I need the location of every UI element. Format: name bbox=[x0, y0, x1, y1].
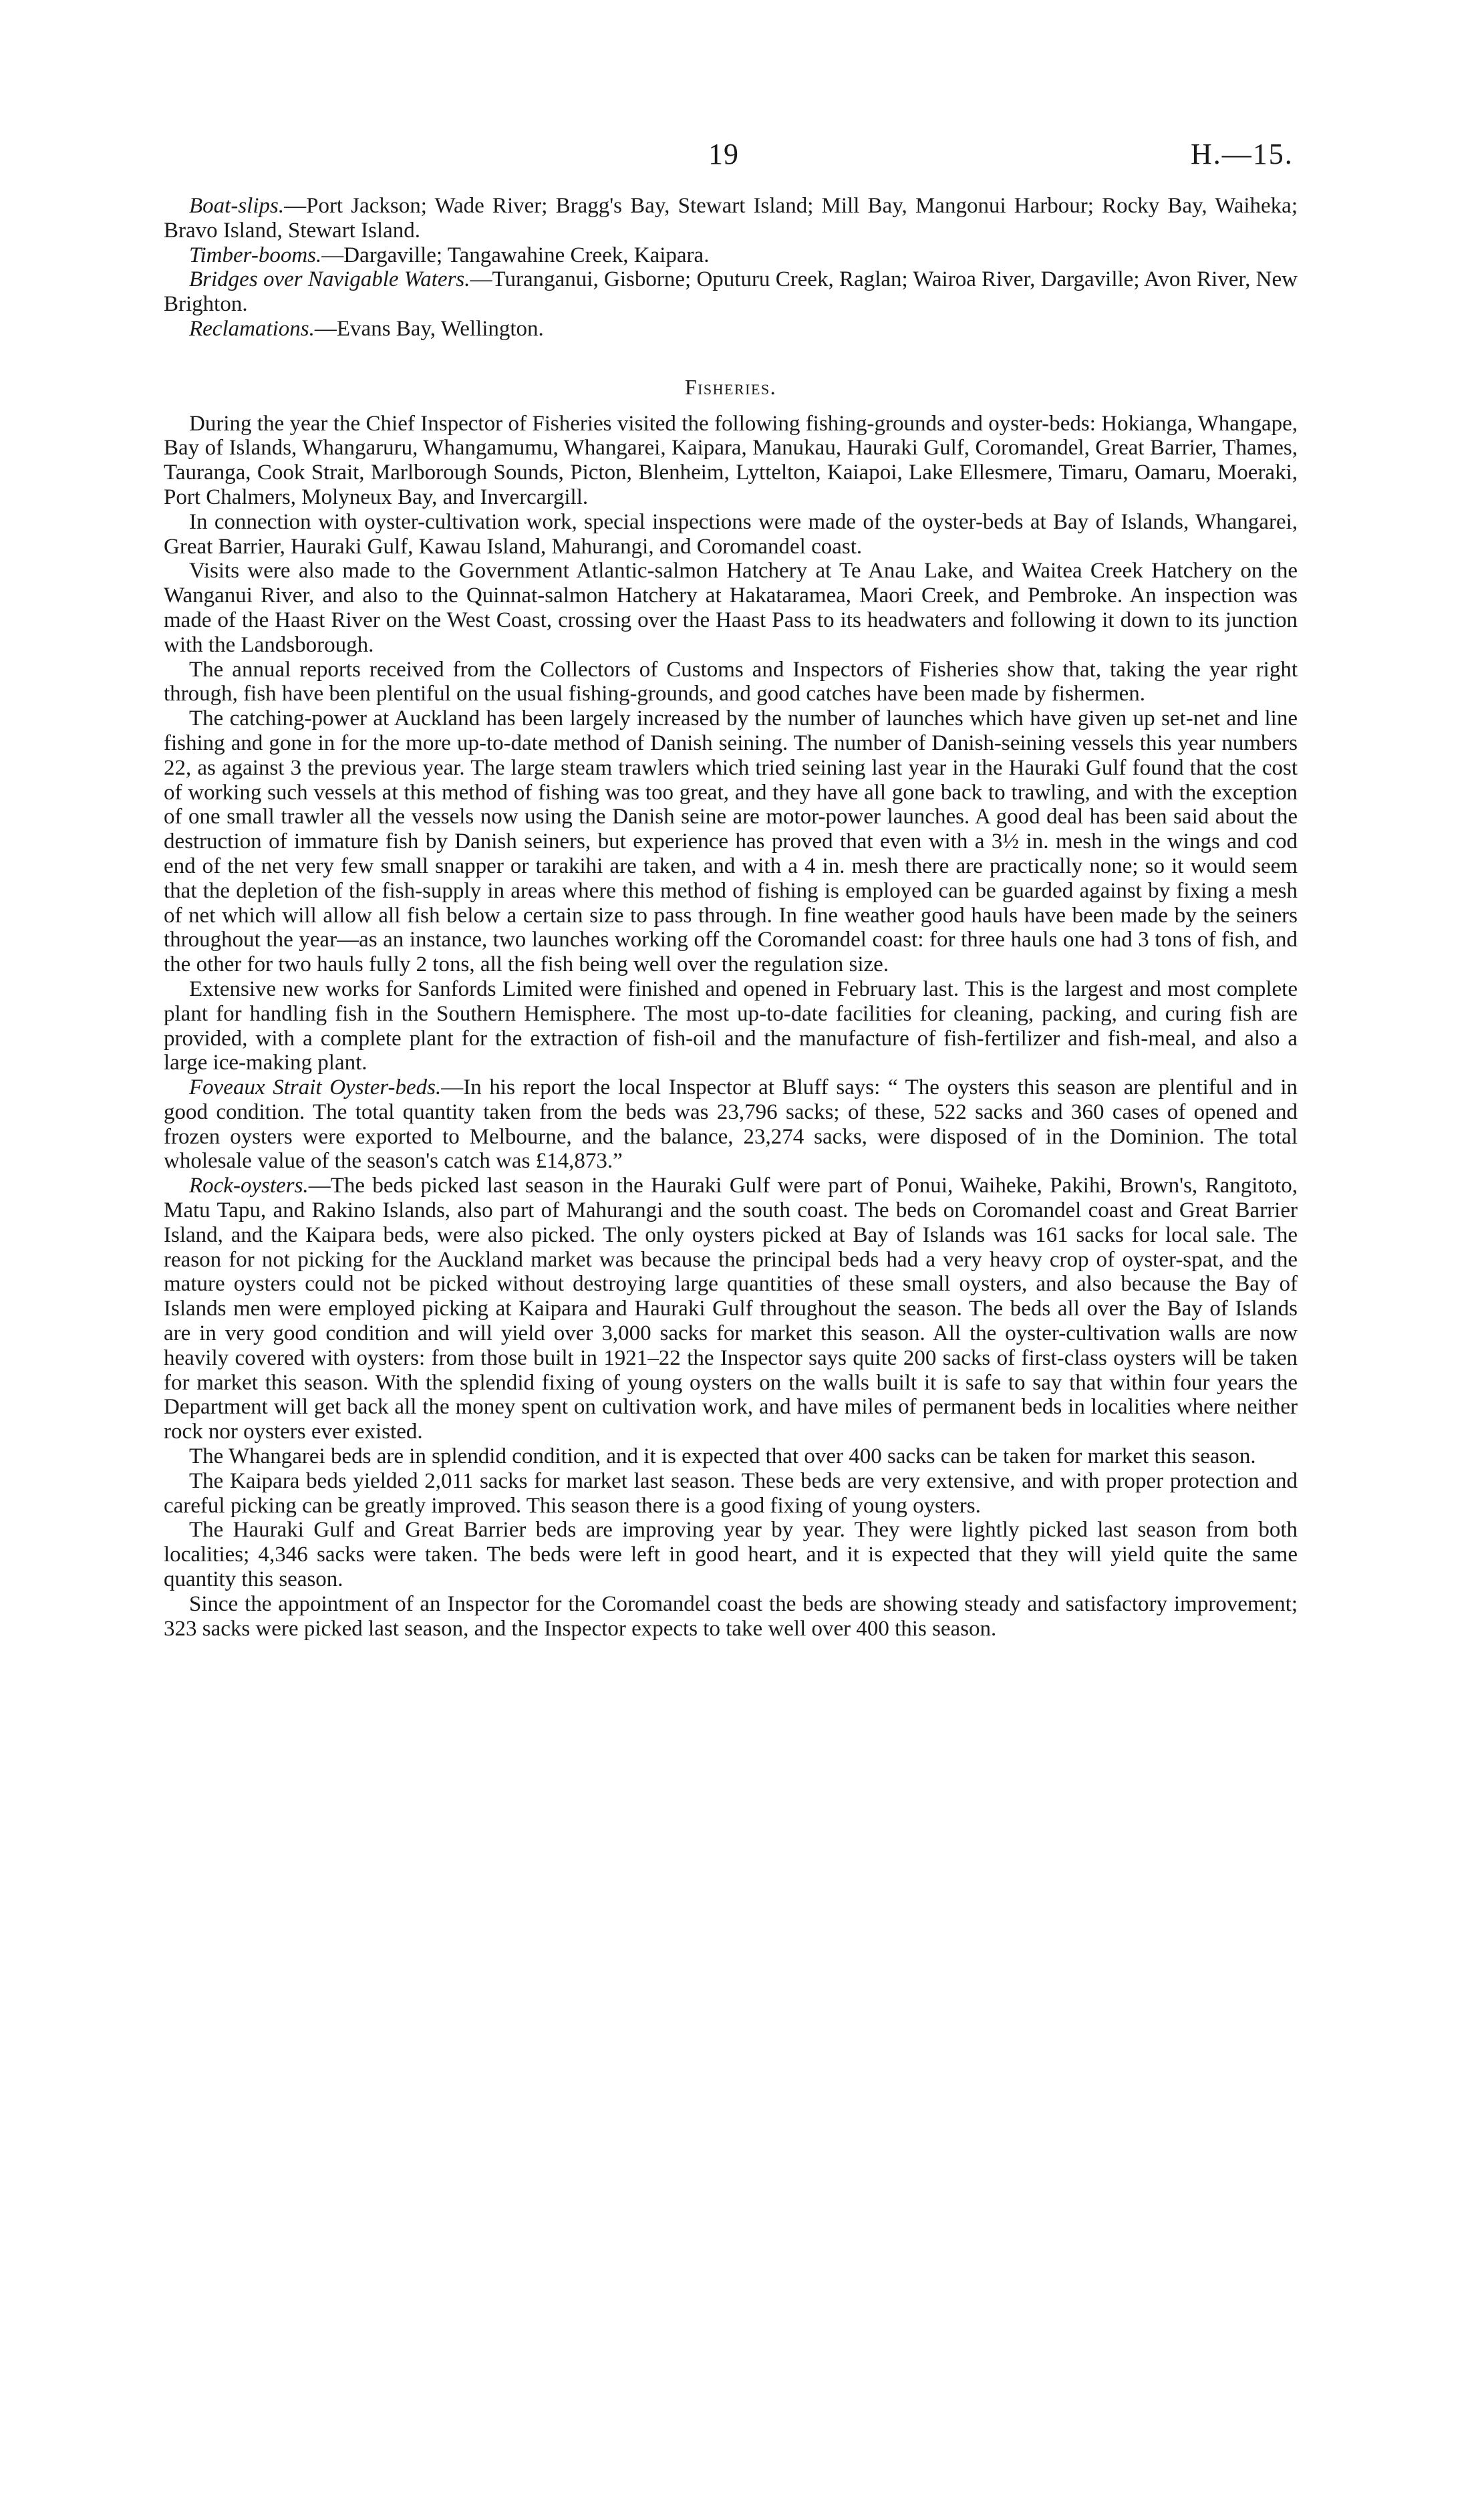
intro-item-bridges bbox=[164, 267, 1298, 317]
page-number: 19 bbox=[708, 138, 739, 170]
intro-item-text: Turanganui, Gisborne; Oputuru Creek, Raglan; Wairoa River, Dargaville; Avon River, New Brighton. bbox=[164, 267, 1298, 317]
hauraki-paragraph: The Hauraki Gulf and Great Barrier beds are improving year by year. They were lightly picked last season from both localities; 4,346 sacks were taken. The beds were left in good heart, and it is expected that they will yield quite the same quantity this season. bbox=[164, 1518, 1298, 1592]
intro-item-text: Evans Bay, Wellington. bbox=[336, 316, 544, 341]
intro-item-text: Port Jackson; Wade River; Bragg's Bay, Stewart Island; Mill Bay, Mangonui Harbour; Rocky Bay, Waiheka; Bravo Island, Stewart Island. bbox=[164, 194, 1298, 243]
fisheries-paragraph: Visits were also made to the Government Atlantic-salmon Hatchery at Te Anau Lake, and Waitea Creek Hatchery on the Wanganui River, and also to the Quinnat-salmon Hatchery at Hakataramea, Maori Creek, and Pembroke. An inspection was made of the Haast River on the West Coast, crossing over the Haast Pass to its headwaters and following it down to its junction with the Landsborough. bbox=[164, 559, 1298, 657]
intro-item-text: Dargaville; Tangawahine Creek, Kaipara. bbox=[343, 243, 710, 267]
fisheries-paragraph: In connection with oyster-cultivation work, special inspections were made of the oyster-beds at Bay of Islands, Whangarei, Great Barrier, Hauraki Gulf, Kawau Island, Mahurangi, and Coromandel coast. bbox=[164, 509, 1298, 559]
document-reference: H.—15. bbox=[1191, 138, 1294, 170]
run-in-dash: — bbox=[308, 1174, 331, 1198]
rock-oysters-text: The beds picked last season in the Hauraki Gulf were part of Ponui, Waiheke, Pakihi, Brown's, Rangitoto, Matu Tapu, and Rakino Islands, also part of Mahurangi and the south coast. The beds on Coromandel coast and Great Barrier Island, and the Kaipara beds, were also picked. The only oysters picked at Bay of Islands was 161 sacks for local sale. The reason for not picking for the Auckland market was because the principal beds had a very heavy crop of oyster-spat, and the mature oysters could not be picked without destroying large quantities of these small oysters, and also because the Bay of Islands men were employed picking at Kaipara and Hauraki Gulf throughout the season. The beds all over the Bay of Islands are in very good condition and will yield over 3,000 sacks for market this season. All the oyster-cultivation walls are now heavily covered with oysters: from those built in 1921–22 the Inspector says quite 200 sacks of first-class oysters will be taken for market this season. With the splendid fixing of young oysters on the walls built it is safe to say that within four years the Department will get back all the money spent on cultivation work, and have miles of permanent beds in localities where neither rock nor oysters ever existed. bbox=[164, 1174, 1298, 1444]
fisheries-paragraph: The catching-power at Auckland has been largely increased by the number of launches which have given up set-net and line fishing and gone in for the more up-to-date method of Danish seining. The number of Danish-seining vessels this year numbers 22, as against 3 the previous year. The large steam trawlers which tried seining last year in the Hauraki Gulf found that the cost of working such vessels at this method of fishing was too great, and they have all gone back to trawling, and with the exception of one small trawler all the vessels now using the Danish seine are motor-power launches. A good deal has been said about the destruction of immature fish by Danish seiners, but experience has proved that even with a 3½ in. mesh in the wings and cod end of the net very few small snapper or tarakihi are taken, and with a 4 in. mesh there are practically none; so it would seem that the depletion of the fish-supply in areas where this method of fishing is employed can be guarded against by fixing a mesh of net which will allow all fish below a certain size to pass through. In fine weather good hauls have been made by the seiners throughout the year—as an instance, two launches working off the Coromandel coast: for three hauls one had 3 tons of fish, and the other for two hauls fully 2 tons, all the fish being well over the regulation size. bbox=[164, 706, 1298, 977]
coromandel-paragraph: Since the appointment of an Inspector for the Coromandel coast the beds are showing steady and satisfactory improvement; 323 sacks were picked last season, and the Inspector expects to take well over 400 this season. bbox=[164, 1591, 1298, 1641]
run-in-label: Bridges over Navigable Waters. bbox=[189, 267, 470, 292]
intro-item-timber-booms bbox=[164, 243, 1298, 268]
run-in-label: Boat-slips. bbox=[189, 194, 285, 218]
fisheries-paragraph: The annual reports received from the Collectors of Customs and Inspectors of Fisheries show that, taking the year right through, fish have been plentiful on the usual fishing-grounds, and good catches have been made by fishermen. bbox=[164, 657, 1298, 706]
run-in-label: Rock-oysters. bbox=[189, 1174, 309, 1198]
fisheries-paragraph: Extensive new works for Sanfords Limited were finished and opened in February last. This is the largest and most complete plant for handling fish in the Southern Hemisphere. The most up-to-date facilities for cleaning, packing, and curing fish are provided, with a complete plant for the extraction of fish-oil and the manufacture of fish-fertilizer and fish-meal, and also a large ice-making plant. bbox=[164, 976, 1298, 1075]
run-in-dash: — bbox=[284, 194, 307, 218]
run-in-label: Foveaux Strait Oyster-beds. bbox=[189, 1075, 442, 1100]
run-in-dash: — bbox=[314, 316, 337, 341]
foveaux-strait-paragraph bbox=[164, 1075, 1298, 1174]
intro-item-reclamations bbox=[164, 317, 1298, 342]
fisheries-paragraph: During the year the Chief Inspector of Fisheries visited the following fishing-grounds and oyster-beds: Hokianga, Whangape, Bay of Islands, Whangaruru, Whangamumu, Whangarei, Kaipara, Manukau, Hauraki Gulf, Coromandel, Great Barrier, Thames, Tauranga, Cook Strait, Marlborough Sounds, Picton, Blenheim, Lyttelton, Kaiapoi, Lake Ellesmere, Timaru, Oamaru, Moeraki, Port Chalmers, Molyneux Bay, and Invercargill. bbox=[164, 411, 1298, 509]
run-in-dash: — bbox=[470, 267, 492, 292]
whangarei-paragraph: The Whangarei beds are in splendid condition, and it is expected that over 400 sacks can be taken for market this season. bbox=[189, 1444, 1256, 1469]
run-in-dash: — bbox=[441, 1075, 464, 1100]
page-body bbox=[164, 194, 1298, 1641]
rock-oysters-paragraph bbox=[164, 1174, 1298, 1444]
foveaux-text: In his report the local Inspector at Bluff says: “ The oysters this season are plentiful and in good condition. The total quantity taken from the beds was 23,796 sacks; of these, 522 sacks and 360 cases of opened and frozen oysters were exported to Melbourne, and the balance, 23,274 sacks, were disposed of in the Dominion. The total wholesale value of the season's catch was £14,873.” bbox=[164, 1075, 1298, 1174]
run-in-dash: — bbox=[321, 243, 344, 267]
run-in-label: Reclamations. bbox=[189, 316, 315, 341]
kaipara-paragraph: The Kaipara beds yielded 2,011 sacks for market last season. These beds are very extensive, and with proper protection and careful picking can be greatly improved. This season there is a good fixing of young oysters. bbox=[164, 1468, 1298, 1518]
run-in-label: Timber-booms. bbox=[189, 243, 322, 267]
section-heading-fisheries: Fisheries. bbox=[684, 374, 777, 399]
intro-item-boat-slips bbox=[164, 194, 1298, 243]
